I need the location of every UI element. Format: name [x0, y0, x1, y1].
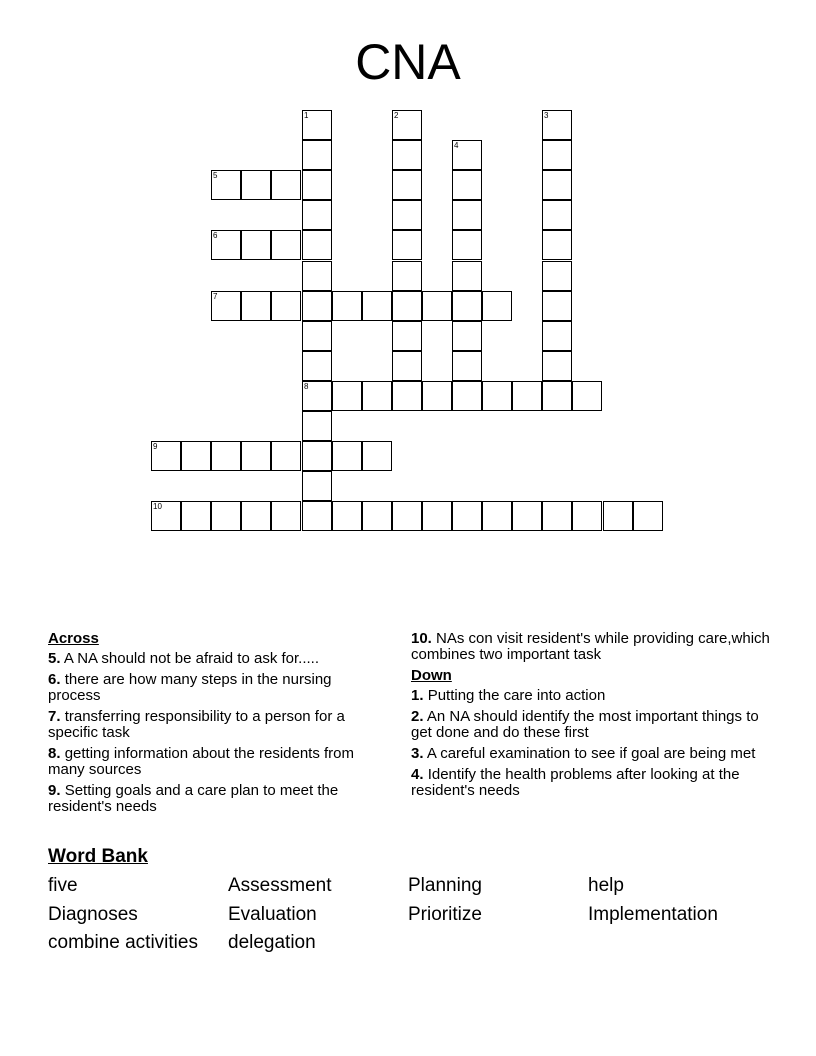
grid-cell[interactable] — [332, 381, 362, 411]
grid-cell[interactable] — [362, 501, 392, 531]
grid-cell[interactable] — [452, 351, 482, 381]
clues-left-column — [48, 631, 388, 820]
clue-number: 4. — [411, 766, 424, 783]
clue-text: there are how many steps in the nursing process — [48, 671, 332, 704]
grid-cell[interactable] — [452, 200, 482, 230]
clue-number-label: 10 — [153, 502, 162, 511]
word-bank-word: Planning — [408, 875, 482, 896]
clue-across-10 — [411, 631, 776, 663]
grid-cell[interactable] — [302, 501, 332, 531]
grid-cell[interactable] — [362, 291, 392, 321]
clue-number: 3. — [411, 745, 424, 762]
grid-cell[interactable] — [542, 501, 572, 531]
grid-cell[interactable] — [392, 140, 422, 170]
word-bank-word: Assessment — [228, 875, 332, 896]
grid-cell[interactable] — [211, 501, 241, 531]
grid-cell[interactable] — [542, 321, 572, 351]
grid-cell[interactable] — [211, 441, 241, 471]
clue-number-label: 9 — [153, 442, 158, 451]
clue-number: 1. — [411, 687, 424, 704]
word-bank-word: Diagnoses — [48, 904, 138, 925]
grid-cell[interactable] — [422, 381, 452, 411]
grid-cell[interactable] — [271, 230, 301, 260]
clue-text: NAs con visit resident's while providing care,which combines two important task — [411, 630, 770, 663]
word-bank-word: help — [588, 875, 624, 896]
grid-cell[interactable] — [542, 381, 572, 411]
grid-cell[interactable] — [302, 441, 332, 471]
grid-cell[interactable] — [302, 351, 332, 381]
grid-cell[interactable] — [542, 140, 572, 170]
clue-number: 9. — [48, 782, 61, 799]
clue-across-9 — [48, 783, 388, 815]
word-bank-title: Word Bank — [48, 846, 148, 867]
grid-cell[interactable] — [241, 230, 271, 260]
grid-cell[interactable] — [512, 501, 542, 531]
grid-cell[interactable] — [181, 441, 211, 471]
grid-cell[interactable] — [542, 351, 572, 381]
grid-cell[interactable] — [392, 261, 422, 291]
clue-number: 2. — [411, 708, 424, 725]
grid-cell[interactable] — [271, 501, 301, 531]
grid-cell[interactable] — [542, 170, 572, 200]
grid-cell[interactable] — [302, 381, 332, 411]
grid-cell[interactable] — [302, 261, 332, 291]
grid-cell[interactable] — [452, 381, 482, 411]
grid-cell[interactable] — [452, 501, 482, 531]
clue-number: 8. — [48, 745, 61, 762]
grid-cell[interactable] — [241, 291, 271, 321]
grid-cell[interactable] — [332, 291, 362, 321]
clue-text: An NA should identify the most important things to get done and do these first — [411, 708, 759, 741]
grid-cell[interactable] — [151, 501, 181, 531]
word-bank-word: Implementation — [588, 904, 718, 925]
grid-cell[interactable] — [572, 501, 602, 531]
clue-number-label: 6 — [213, 231, 218, 240]
clue-number-label: 8 — [304, 382, 309, 391]
grid-cell[interactable] — [302, 140, 332, 170]
grid-cell[interactable] — [452, 261, 482, 291]
grid-cell[interactable] — [211, 170, 241, 200]
clue-number: 10. — [411, 630, 432, 647]
grid-cell[interactable] — [302, 200, 332, 230]
grid-cell[interactable] — [392, 381, 422, 411]
grid-cell[interactable] — [271, 441, 301, 471]
clue-text: A NA should not be afraid to ask for..... — [63, 650, 320, 667]
grid-cell[interactable] — [482, 381, 512, 411]
grid-cell[interactable] — [392, 230, 422, 260]
page-title: CNA — [355, 34, 461, 90]
grid-cell[interactable] — [452, 140, 482, 170]
grid-cell[interactable] — [151, 441, 181, 471]
grid-cell[interactable] — [452, 291, 482, 321]
grid-cell[interactable] — [452, 170, 482, 200]
clue-down-3 — [411, 746, 776, 762]
grid-cell[interactable] — [181, 501, 211, 531]
clues-right-column — [411, 631, 776, 804]
clue-number-label: 5 — [213, 171, 218, 180]
clue-across-7 — [48, 709, 388, 741]
grid-cell[interactable] — [392, 200, 422, 230]
grid-cell[interactable] — [542, 291, 572, 321]
clue-text: transferring responsibility to a person for a specific task — [48, 708, 345, 741]
grid-cell[interactable] — [332, 501, 362, 531]
clue-number-label: 1 — [304, 111, 309, 120]
grid-cell[interactable] — [241, 441, 271, 471]
grid-cell[interactable] — [241, 170, 271, 200]
word-bank-word: Prioritize — [408, 904, 482, 925]
grid-cell[interactable] — [603, 501, 633, 531]
clue-text: Putting the care into action — [427, 687, 606, 704]
grid-cell[interactable] — [633, 501, 663, 531]
clue-number-label: 4 — [454, 141, 459, 150]
grid-cell[interactable] — [302, 471, 332, 501]
grid-cell[interactable] — [542, 261, 572, 291]
grid-cell[interactable] — [392, 110, 422, 140]
clue-across-8 — [48, 746, 388, 778]
grid-cell[interactable] — [542, 200, 572, 230]
grid-cell[interactable] — [332, 441, 362, 471]
clue-text: getting information about the residents from many sources — [48, 745, 355, 778]
grid-cell[interactable] — [302, 110, 332, 140]
grid-cell[interactable] — [542, 230, 572, 260]
word-bank-word: Evaluation — [228, 904, 317, 925]
grid-cell[interactable] — [211, 291, 241, 321]
grid-cell[interactable] — [422, 291, 452, 321]
clue-down-2 — [411, 709, 776, 741]
word-bank-word: five — [48, 875, 78, 896]
down-heading: Down — [411, 667, 452, 684]
clue-across-6 — [48, 672, 388, 704]
clue-number-label: 3 — [544, 111, 549, 120]
grid-cell[interactable] — [452, 230, 482, 260]
clue-down-1 — [411, 688, 776, 704]
grid-cell[interactable] — [392, 321, 422, 351]
clue-text: Identify the health problems after looking at the resident's needs — [411, 766, 740, 799]
clue-number: 5. — [48, 650, 61, 667]
grid-cell[interactable] — [302, 170, 332, 200]
grid-cell[interactable] — [482, 501, 512, 531]
clue-number: 6. — [48, 671, 61, 688]
grid-cell[interactable] — [512, 381, 542, 411]
grid-cell[interactable] — [362, 441, 392, 471]
grid-cell[interactable] — [422, 501, 452, 531]
grid-cell[interactable] — [271, 170, 301, 200]
across-heading: Across — [48, 630, 99, 647]
grid-cell[interactable] — [482, 291, 512, 321]
grid-cell[interactable] — [211, 230, 241, 260]
word-bank-word: delegation — [228, 932, 316, 953]
grid-cell[interactable] — [452, 321, 482, 351]
clue-text: A careful examination to see if goal are being met — [426, 745, 756, 762]
grid-cell[interactable] — [271, 291, 301, 321]
grid-cell[interactable] — [302, 411, 332, 441]
clue-number-label: 2 — [394, 111, 399, 120]
grid-cell[interactable] — [302, 321, 332, 351]
grid-cell[interactable] — [362, 381, 392, 411]
grid-cell[interactable] — [392, 501, 422, 531]
grid-cell[interactable] — [241, 501, 271, 531]
clue-number: 7. — [48, 708, 61, 725]
grid-cell[interactable] — [302, 230, 332, 260]
grid-cell[interactable] — [542, 110, 572, 140]
grid-cell[interactable] — [572, 381, 602, 411]
word-bank-word: combine activities — [48, 932, 198, 953]
clue-text: Setting goals and a care plan to meet the resident's needs — [48, 782, 339, 815]
clue-number-label: 7 — [213, 292, 218, 301]
grid-cell[interactable] — [392, 170, 422, 200]
clue-across-5 — [48, 651, 388, 667]
grid-cell[interactable] — [392, 291, 422, 321]
clue-down-4 — [411, 767, 776, 799]
grid-cell[interactable] — [392, 351, 422, 381]
grid-cell[interactable] — [302, 291, 332, 321]
